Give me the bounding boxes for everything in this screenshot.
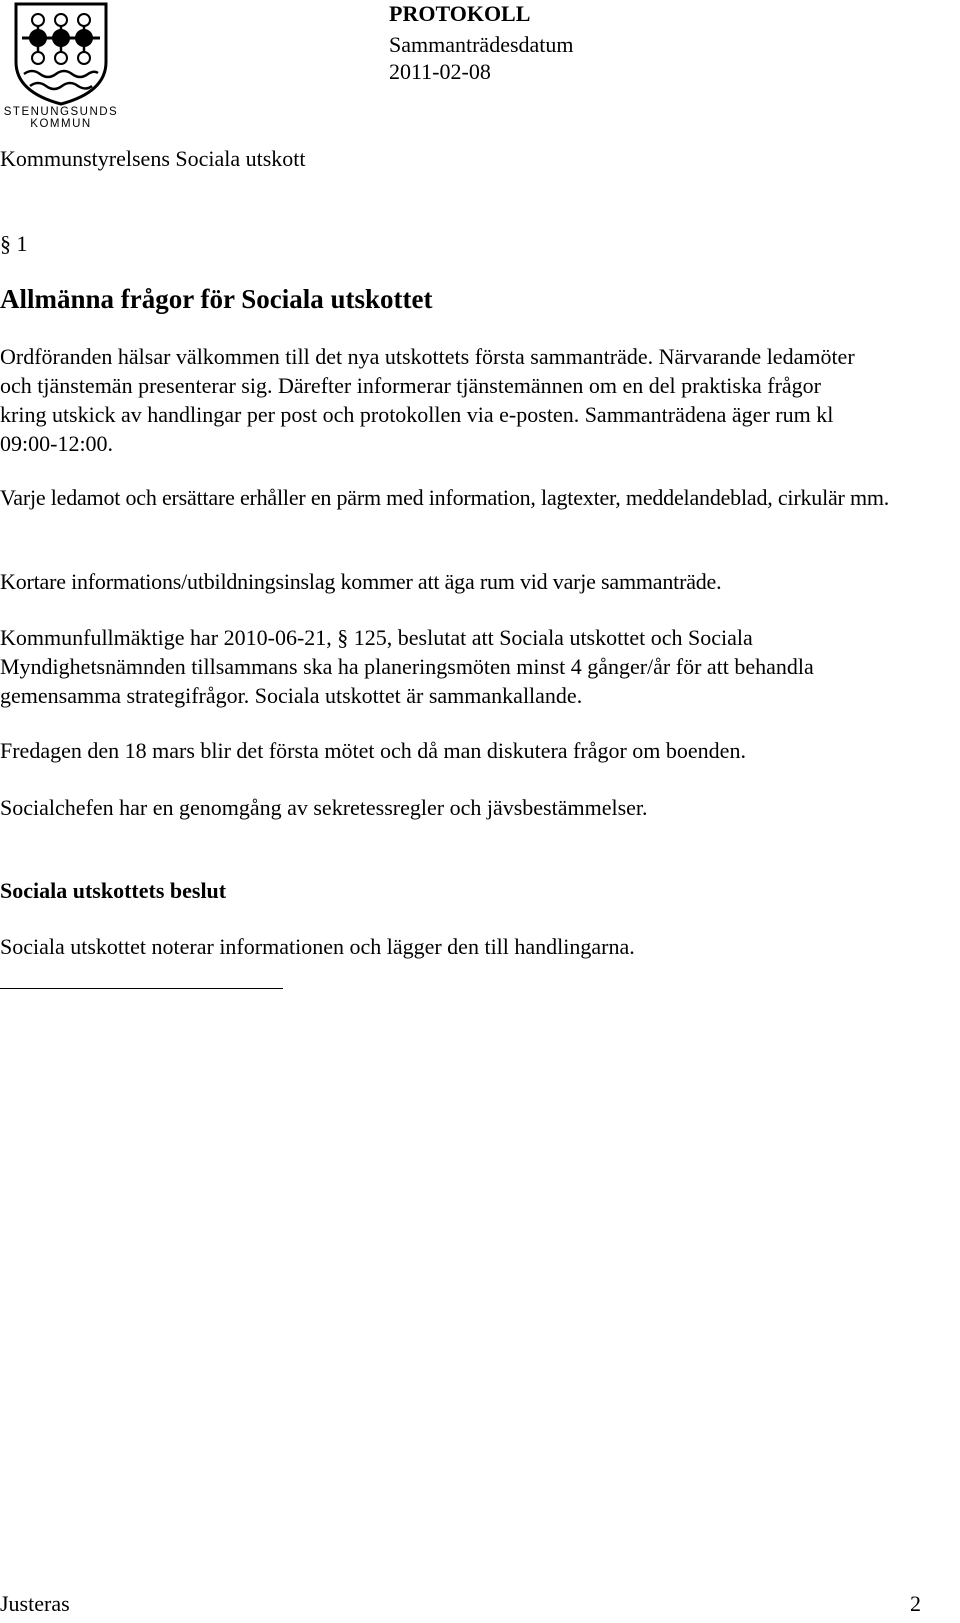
page-number: 2 [910, 1591, 921, 1616]
body-paragraph: Varje ledamot och ersättare erhåller en pärm med information, lagtexter, meddelandeblad, cirkulär mm. [0, 485, 890, 510]
body-paragraph: Fredagen den 18 mars blir det första mötet och då man diskutera frågor om boenden. [0, 738, 746, 763]
body-paragraph: Kommunfullmäktige har 2010-06-21, § 125, beslutat att Sociala utskottet och Sociala Myndighetsnämnden tillsammans ska ha planeringsmöten minst 4 gånger/år för att behandla gemensamma strategifrågor. Sociala utskottet är sammankallande. [0, 625, 814, 708]
committee-name: Kommunstyrelsens Sociala utskott [0, 146, 306, 171]
body-paragraph: Socialchefen har en genomgång av sekretessregler och jävsbestämmelser. [0, 795, 648, 820]
section-heading: Allmänna frågor för Sociala utskottet [0, 284, 433, 314]
decision-heading: Sociala utskottets beslut [0, 878, 227, 903]
body-paragraph: Ordföranden hälsar välkommen till det nya utskottets första sammanträde. Närvarande ledamöter och tjänstemän presenterar sig. Därefter informerar tjänstemännen om en del praktiska frågor kring utskick av handlingar per post och protokollen via e-posten. Sammanträdena äger rum kl 09:00-12:00. [0, 344, 855, 456]
meeting-date-label: Sammanträdesdatum [389, 32, 574, 57]
divider [0, 988, 283, 989]
coat-of-arms-icon [2, 0, 120, 106]
paragraph-number: § 1 [0, 231, 28, 256]
logo-text-line2: KOMMUN [30, 118, 92, 130]
meeting-date: 2011-02-08 [389, 59, 491, 84]
body-paragraph: Kortare informations/utbildningsinslag kommer att äga rum vid varje sammanträde. [0, 569, 722, 594]
document-title: PROTOKOLL [389, 1, 531, 26]
decision-text: Sociala utskottet noterar informationen och lägger den till handlingarna. [0, 934, 635, 959]
logo-text-line1: STENUNGSUNDS [3, 106, 119, 118]
footer-justeras: Justeras [0, 1591, 70, 1616]
